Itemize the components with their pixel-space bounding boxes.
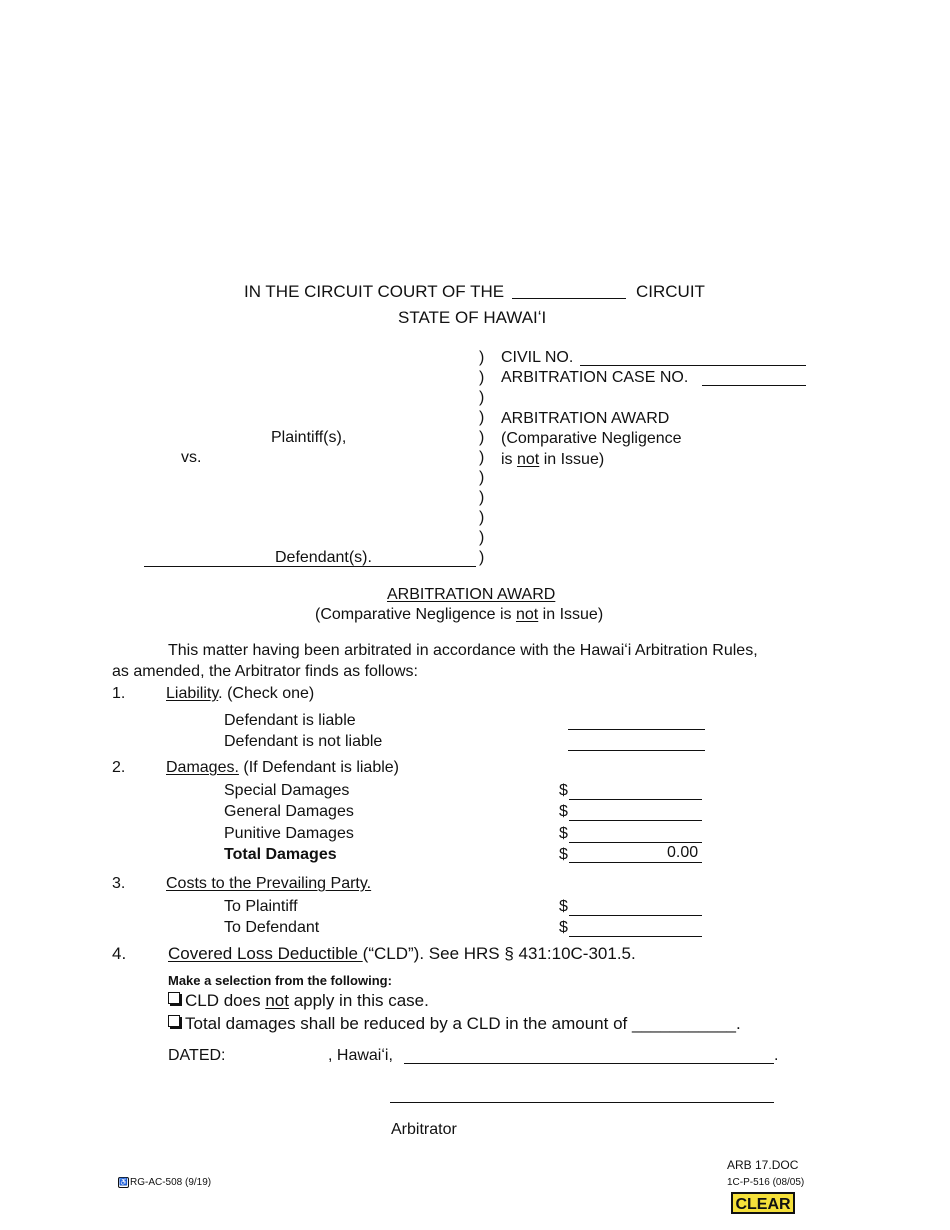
defendant-label: Defendant(s). (275, 549, 372, 566)
clear-button[interactable]: CLEAR (731, 1192, 795, 1214)
circuit-blank[interactable] (512, 298, 626, 299)
to-defendant-field[interactable] (569, 936, 702, 937)
accessibility-icon: ♿ (119, 1179, 128, 1186)
dated-end: . (774, 1047, 779, 1064)
award-title: ARBITRATION AWARD (387, 586, 556, 603)
caption-paren: ) (479, 489, 485, 506)
award-subtitle: (Comparative Negligence is not in Issue) (315, 606, 604, 623)
caption-paren: ) (479, 469, 485, 486)
caption-paren: ) (479, 549, 485, 566)
punitive-damages-field[interactable] (569, 842, 702, 843)
caption-paren: ) (479, 389, 485, 406)
to-plaintiff-field[interactable] (569, 915, 702, 916)
section-2-number: 2. (112, 759, 126, 776)
caption-paren: ) (479, 369, 485, 386)
currency-sign: $ (559, 825, 568, 842)
court-heading-suffix: CIRCUIT (636, 282, 705, 301)
caption-paren: ) (479, 449, 485, 466)
form-number-right: 1C-P-516 (08/05) (727, 1177, 805, 1188)
defendant-name-line[interactable] (144, 566, 476, 567)
total-damages-value: 0.00 (667, 844, 699, 861)
section-3-number: 3. (112, 875, 126, 892)
general-damages-field[interactable] (569, 820, 702, 821)
arbitrator-label: Arbitrator (391, 1121, 457, 1138)
dated-field[interactable] (404, 1063, 774, 1064)
currency-sign: $ (559, 898, 568, 915)
section-4-heading: Covered Loss Deductible (“CLD”). See HRS § 431:10C-301.5. (168, 944, 636, 963)
civil-no-label: CIVIL NO. (501, 349, 574, 366)
vs-label: vs. (181, 449, 202, 466)
caption-paren: ) (479, 429, 485, 446)
civil-no-field[interactable] (580, 365, 806, 366)
plaintiff-label: Plaintiff(s), (271, 429, 347, 446)
dated-place: , Hawaiʻi, (328, 1047, 393, 1064)
currency-sign: $ (559, 919, 568, 936)
liable-label: Defendant is liable (224, 712, 356, 729)
caption-paren: ) (479, 349, 485, 366)
caption-award-subtitle-1: (Comparative Negligence (501, 430, 682, 447)
section-4-number: 4. (112, 944, 127, 963)
arbitration-case-no-field[interactable] (702, 385, 806, 386)
caption-award-title: ARBITRATION AWARD (501, 410, 670, 427)
punitive-damages-label: Punitive Damages (224, 825, 354, 842)
not-liable-label: Defendant is not liable (224, 733, 383, 750)
to-plaintiff-label: To Plaintiff (224, 898, 298, 915)
section-3-heading: Costs to the Prevailing Party. (166, 875, 372, 892)
cld-reduce-option[interactable]: Total damages shall be reduced by a CLD in the amount of ___________. (168, 1015, 741, 1032)
form-number-left: ♿ RG-AC-508 (9/19) (119, 1177, 212, 1189)
cld-not-apply-option[interactable]: CLD does not apply in this case. (168, 992, 429, 1009)
caption-paren: ) (479, 409, 485, 426)
doc-name: ARB 17.DOC (727, 1158, 799, 1172)
not-liable-check-line[interactable] (568, 750, 705, 751)
caption-paren: ) (479, 529, 485, 546)
general-damages-label: General Damages (224, 803, 354, 820)
court-heading-prefix: IN THE CIRCUIT COURT OF THE (244, 282, 505, 301)
currency-sign: $ (559, 846, 568, 863)
state-heading: STATE OF HAWAIʻI (398, 308, 547, 327)
to-defendant-label: To Defendant (224, 919, 320, 936)
section-2-heading: Damages. (If Defendant is liable) (166, 759, 399, 776)
currency-sign: $ (559, 803, 568, 820)
checkbox-icon[interactable] (168, 992, 180, 1004)
total-damages-field (569, 862, 702, 863)
arbitration-case-no-label: ARBITRATION CASE NO. (501, 369, 689, 386)
total-damages-label: Total Damages (224, 846, 337, 863)
caption-paren: ) (479, 509, 485, 526)
intro-line-1: This matter having been arbitrated in accordance with the Hawaiʻi Arbitration Rules, (168, 642, 758, 659)
special-damages-field[interactable] (569, 799, 702, 800)
dated-label: DATED: (168, 1047, 226, 1064)
arbitrator-signature-line[interactable] (390, 1102, 774, 1103)
section-1-heading: Liability. (Check one) (166, 685, 315, 702)
liable-check-line[interactable] (568, 729, 705, 730)
caption-award-subtitle-2: is not in Issue) (501, 451, 605, 468)
checkbox-icon[interactable] (168, 1015, 180, 1027)
special-damages-label: Special Damages (224, 782, 350, 799)
currency-sign: $ (559, 782, 568, 799)
section-1-number: 1. (112, 685, 126, 702)
intro-line-2: as amended, the Arbitrator finds as follows: (112, 663, 418, 680)
selection-instruction: Make a selection from the following: (168, 973, 392, 988)
